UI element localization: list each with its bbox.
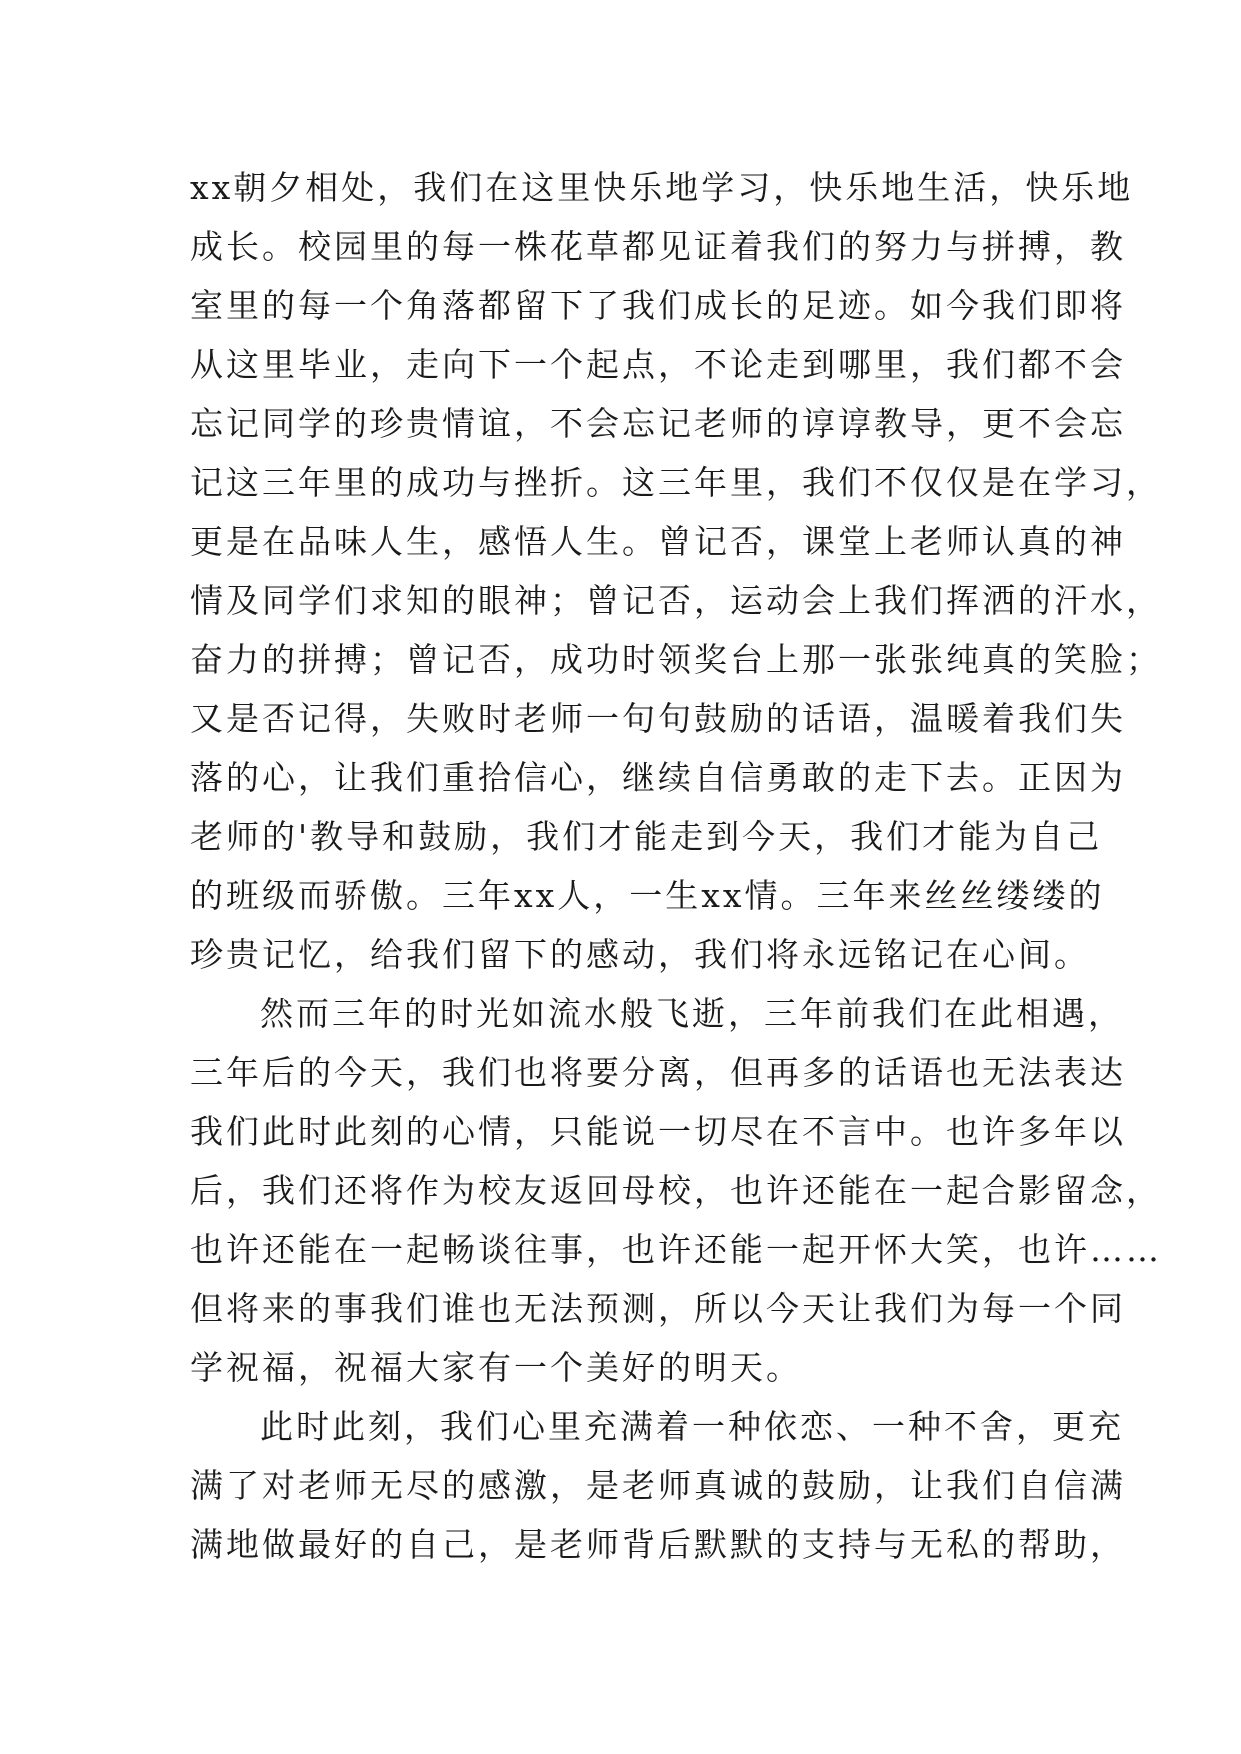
- text-line: 三年后的今天，我们也将要分离，但再多的话语也无法表达: [190, 1053, 1126, 1092]
- text-line: 情及同学们求知的眼神；曾记否，运动会上我们挥洒的汗水，: [190, 581, 1162, 620]
- document-body: [190, 158, 1162, 1574]
- text-line: 的班级而骄傲。三年xx人，一生xx情。三年来丝丝缕缕的: [190, 876, 1105, 915]
- text-line: 老师的'教导和鼓励，我们才能走到今天，我们才能为自己: [190, 817, 1103, 856]
- text-line: 学祝福，祝福大家有一个美好的明天。: [190, 1348, 802, 1387]
- text-line: 落的心，让我们重拾信心，继续自信勇敢的走下去。正因为: [190, 758, 1126, 797]
- text-line: 更是在品味人生，感悟人生。曾记否，课堂上老师认真的神: [190, 522, 1126, 561]
- text-line: 记这三年里的成功与挫折。这三年里，我们不仅仅是在学习，: [190, 463, 1162, 502]
- text-line: 满了对老师无尽的感激，是老师真诚的鼓励，让我们自信满: [190, 1466, 1126, 1505]
- text-line: 成长。校园里的每一株花草都见证着我们的努力与拼搏，教: [190, 227, 1126, 266]
- text-line: 奋力的拼搏；曾记否，成功时领奖台上那一张张纯真的笑脸；: [190, 640, 1162, 679]
- text-line: 后，我们还将作为校友返回母校，也许还能在一起合影留念，: [190, 1171, 1162, 1210]
- text-line: 我们此时此刻的心情，只能说一切尽在不言中。也许多年以: [190, 1112, 1126, 1151]
- text-line: 室里的每一个角落都留下了我们成长的足迹。如今我们即将: [190, 286, 1126, 325]
- text-line: 但将来的事我们谁也无法预测，所以今天让我们为每一个同: [190, 1289, 1126, 1328]
- paragraph-first-line: 此时此刻，我们心里充满着一种依恋、一种不舍，更充: [260, 1407, 1124, 1446]
- text-line: 又是否记得，失败时老师一句句鼓励的话语，温暖着我们失: [190, 699, 1126, 738]
- text-line: 珍贵记忆，给我们留下的感动，我们将永远铭记在心间。: [190, 935, 1090, 974]
- text-line: 满地做最好的自己，是老师背后默默的支持与无私的帮助，: [190, 1525, 1126, 1564]
- text-line: xx朝夕相处，我们在这里快乐地学习，快乐地生活，快乐地: [190, 168, 1134, 207]
- text-line: 也许还能在一起畅谈往事，也许还能一起开怀大笑，也许……: [190, 1230, 1162, 1269]
- paragraph-first-line: 然而三年的时光如流水般飞逝，三年前我们在此相遇，: [260, 994, 1124, 1033]
- text-line: 忘记同学的珍贵情谊，不会忘记老师的谆谆教导，更不会忘: [190, 404, 1126, 443]
- text-line: 从这里毕业，走向下一个起点，不论走到哪里，我们都不会: [190, 345, 1126, 384]
